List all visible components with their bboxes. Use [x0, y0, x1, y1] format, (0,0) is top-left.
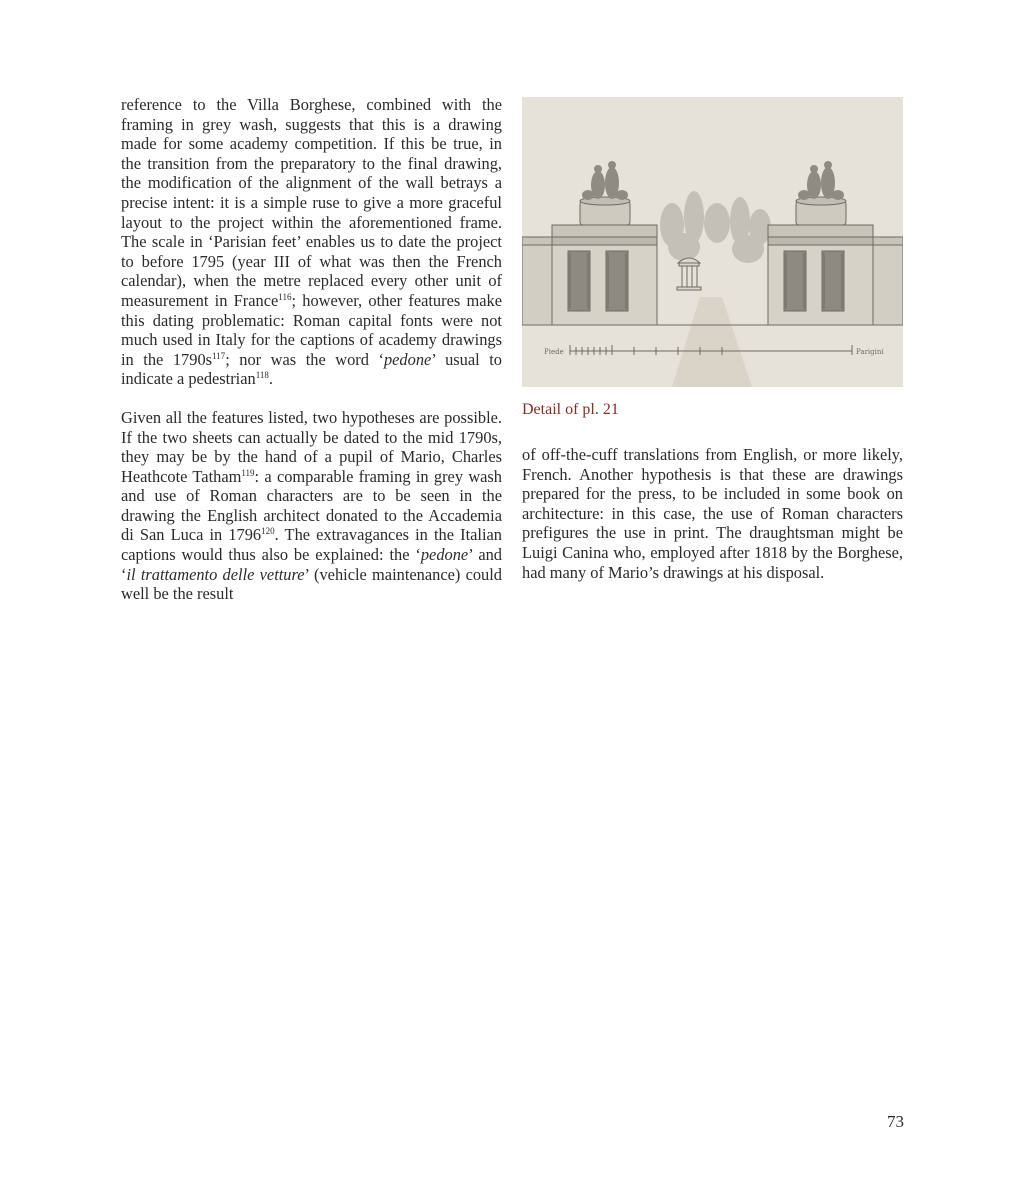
paragraph: of off-the-cuff translations from English, or more likely, French. Another hypothesis is that these are drawings prepared for the press, to be included in some book on architecture: in this case, the use of Roman characters prefigures the use in print. The draughtsman might be Luigi Canina who, employed after 1818 by the Borghese, had many of Mario’s drawings at his disposal. — [522, 445, 903, 582]
italic-term: pedone — [420, 545, 469, 565]
left-column — [121, 95, 502, 604]
text-run: ’ usual to indicate a pedestrian — [121, 349, 502, 389]
page-number: 73 — [887, 1112, 904, 1131]
footnote-ref: 118 — [255, 370, 269, 381]
text-run: : a comparable framing in grey wash and use of Roman characters are to be seen in the drawing the English architect donated to the Accademia di San Luca in 1796 — [121, 466, 503, 545]
footnote-ref: 117 — [212, 350, 226, 361]
text-run: reference to the Villa Borghese, combined with the framing in grey wash, suggests that this is a drawing made for some academy competition. If this be true, in the transition from the preparatory to the final drawing, the modification of the alignment of the wall betrays a precise intent: it is a simple ruse to give a more graceful layout to the project within the aforementioned frame. The scale in ‘Parisian feet’ enables us to date the project to before 1795 (year III of what was then the French calendar), when the metre replaced every other unit of measurement in France — [121, 95, 502, 310]
footnote-ref: 116 — [278, 291, 292, 302]
text-run: Given all the features listed, two hypotheses are possible. If the two sheets can actually be dated to the mid 1790s, they may be by the hand of a pupil of Mario, Charles Heathcote Tatham — [121, 407, 502, 486]
text-run: . The extravagances in the Italian captions would thus also be explained: the ‘ — [121, 525, 502, 565]
text-run: . — [268, 369, 273, 389]
text-run: ’ and ‘ — [121, 545, 502, 584]
drawing-detail-image — [522, 97, 903, 387]
text-run: ’ (vehicle maintenance) could well be the result — [121, 564, 502, 604]
footnote-ref: 120 — [261, 526, 275, 537]
figure-caption: Detail of pl. 21 — [522, 401, 619, 418]
italic-term: il trattamento delle vetture — [126, 564, 305, 584]
footnote-ref: 119 — [241, 467, 255, 478]
scale-label-left: Piede — [544, 348, 564, 356]
architectural-drawing — [522, 97, 903, 387]
scale-label-right: Parigini — [856, 348, 884, 356]
right-column — [522, 445, 903, 582]
text-run: ; however, other features make this dating problematic: Roman capital fonts were not much used in Italy for the captions of academy drawings in the 1790s — [121, 290, 503, 369]
paragraph — [121, 95, 502, 389]
italic-term: pedone — [383, 349, 432, 369]
paragraph — [121, 408, 502, 604]
text-run: ; nor was the word ‘ — [225, 349, 384, 369]
